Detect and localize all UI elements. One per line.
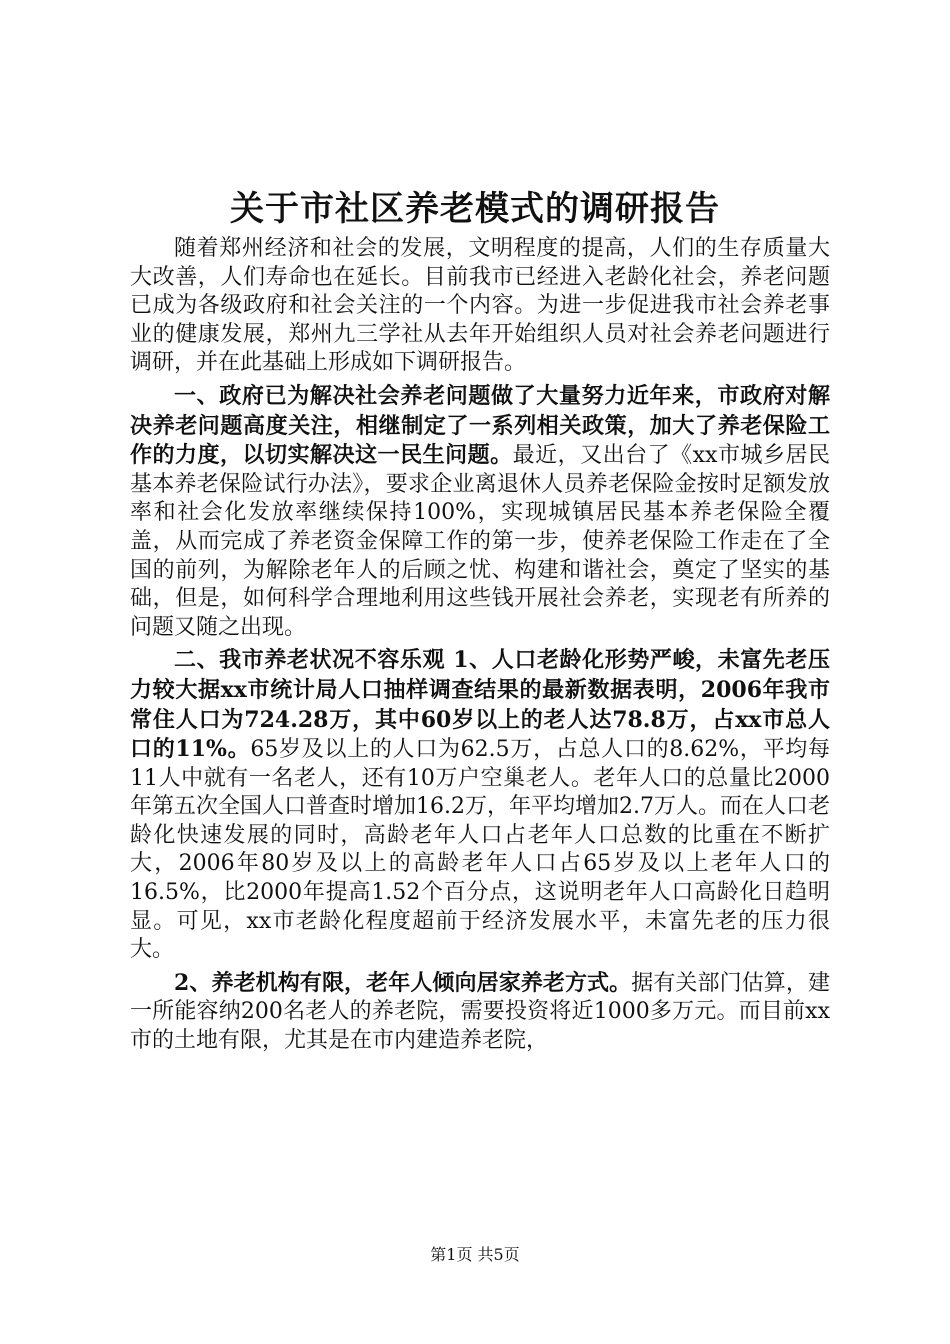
paragraph-subsection-2 <box>130 969 830 1056</box>
paragraph-heading: 二、我市养老状况不容乐观 1、人口老龄化形势严峻，未富先老压力较大据xx市统计局人口抽样调查结果的最新数据表明，2006年我市常住人口为724.28万，其中60岁以上的老人达78.8万，占xx市总人口的11%。 <box>130 647 830 763</box>
paragraph-intro <box>130 234 830 378</box>
paragraph-heading: 2、养老机构有限，老年人倾向居家养老方式。 <box>174 969 632 996</box>
paragraph-text: 65岁及以上的人口为62.5万，占总人口的8.62%，平均每11人中就有一名老人，还有10万户空巢老人。老年人口的总量比2000年第五次全国人口普查时增加16.2万，年平均增加2.7万人。而在人口老龄化快速发展的同时，高龄老年人口占老年人口总数的比重在不断扩大，2006年80岁及以上的高龄老年人口占65岁及以上老年人口的16.5%，比2000年提高1.52个百分点，这说明老年人口高龄化日趋明显。可见，xx市老龄化程度超前于经济发展水平，未富先老的压力很大。 <box>130 737 830 963</box>
document-body <box>130 234 830 1056</box>
paragraph-text: 最近，又出台了《xx市城乡居民基本养老保险试行办法》，要求企业离退休人员养老保险金按时足额发放率和社会化发放率继续保持100%，实现城镇居民基本养老保险全覆盖，从而完成了养老资金保障工作的第一步，使养老保险工作走在了全国的前列，为解除老年人的后顾之忧、构建和谐社会，奠定了坚实的基础，但是，如何科学合理地利用这些钱开展社会养老，实现老有所养的问题又随之出现。 <box>130 443 830 640</box>
paragraph-text: 据有关部门估算，建一所能容纳200名老人的养老院，需要投资将近1000多万元。而目前xx市的土地有限，尤其是在市内建造养老院， <box>130 970 830 1054</box>
document-title: 关于市社区养老模式的调研报告 <box>230 189 720 229</box>
page-footer: 第1页 共5页 <box>430 1245 520 1264</box>
paragraph-section-1 <box>130 382 830 642</box>
paragraph-section-2 <box>130 646 830 965</box>
paragraph-heading: 一、政府已为解决社会养老问题做了大量努力近年来，市政府对解决养老问题高度关注，相继制定了一系列相关政策，加大了养老保险工作的力度，以切实解决这一民生问题。 <box>130 382 830 469</box>
paragraph-text: 随着郑州经济和社会的发展，文明程度的提高，人们的生存质量大大改善，人们寿命也在延长。目前我市已经进入老龄化社会，养老问题已成为各级政府和社会关注的一个内容。为进一步促进我市社会养老事业的健康发展，郑州九三学社从去年开始组织人员对社会养老问题进行调研，并在此基础上形成如下调研报告。 <box>130 236 830 376</box>
